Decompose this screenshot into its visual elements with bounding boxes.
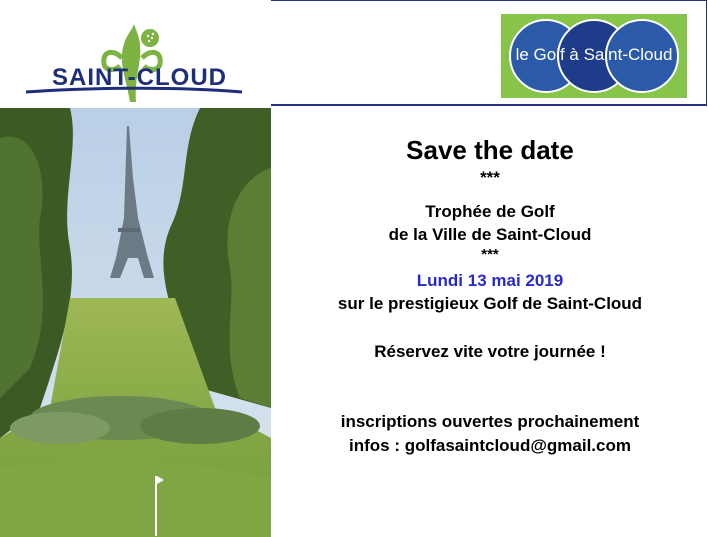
golf-logo-text: le Golf à Saint-Cloud: [515, 45, 673, 64]
golf-course-photo: [0, 108, 271, 537]
saint-cloud-logo-text: SAINT-CLOUD: [52, 64, 227, 91]
event-name-line-1: Trophée de Golf: [425, 202, 555, 221]
contact-info[interactable]: infos : golfasaintcloud@gmail.com: [349, 436, 631, 455]
registration-info: inscriptions ouvertes prochainement: [340, 412, 640, 431]
event-date: Lundi 13 mai 2019: [416, 271, 564, 290]
event-venue: sur le prestigieux Golf de Saint-Cloud: [337, 294, 643, 313]
page-title: Save the date: [406, 135, 574, 165]
separator-1: ***: [480, 168, 500, 187]
event-announcement: [272, 108, 708, 537]
call-to-action: Réservez vite votre journée !: [374, 342, 606, 361]
event-name-line-2: de la Ville de Saint-Cloud: [388, 225, 592, 244]
golf-saint-cloud-logo[interactable]: [501, 14, 687, 98]
saint-cloud-logo[interactable]: [22, 18, 252, 104]
separator-2: ***: [481, 246, 499, 263]
eiffel-tower-golf-illustration: [0, 108, 271, 537]
header: [0, 0, 708, 106]
